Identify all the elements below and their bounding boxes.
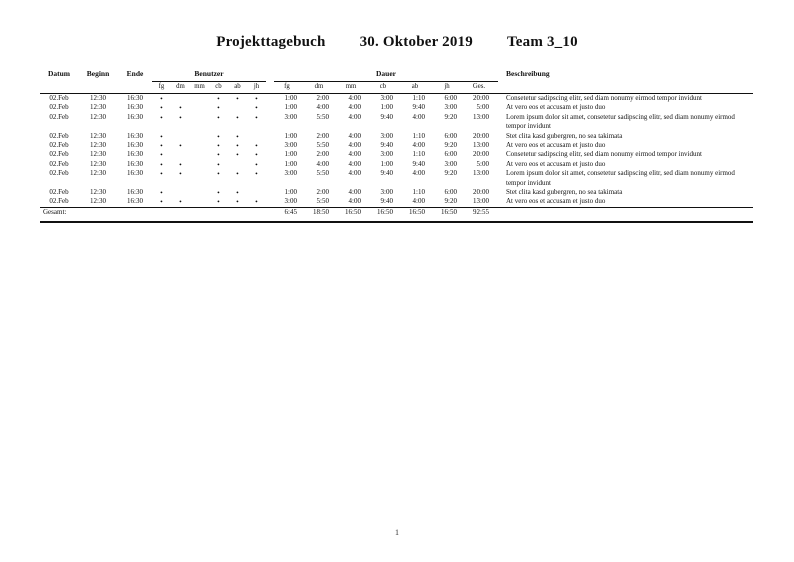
- cell-user-mark: [190, 132, 209, 141]
- cell-beginn: 12:30: [90, 94, 106, 102]
- column-spacer: [266, 207, 274, 222]
- cell-datum: 02.Feb: [49, 150, 69, 159]
- cell-beginn: 12:30: [90, 159, 106, 168]
- column-spacer: [266, 69, 274, 82]
- subheader-dauer-cb: cb: [370, 82, 402, 94]
- cell-beschreibung: Stet clita kasd gubergren, no sea takimata: [506, 188, 623, 197]
- cell-user-mark: •: [255, 94, 258, 103]
- cell-dauer: 4:00: [412, 112, 425, 121]
- cell-beschreibung: At vero eos et accusam et justo duo: [506, 197, 606, 206]
- cell-beschreibung: At vero eos et accusam et justo duo: [506, 159, 606, 168]
- cell-dauer: 1:00: [284, 188, 297, 197]
- cell-user-mark: [171, 132, 190, 141]
- cell-user-mark: •: [217, 188, 220, 198]
- total-dauer-cb: 16:50: [370, 207, 402, 222]
- cell-dauer: 1:00: [284, 131, 297, 140]
- cell-user-mark: •: [236, 112, 239, 122]
- cell-user-mark: •: [255, 169, 258, 179]
- cell-dauer: 2:00: [316, 131, 329, 140]
- subheader-user-ab: ab: [228, 82, 247, 94]
- cell-dauer: 4:00: [348, 112, 361, 121]
- cell-dauer: 4:00: [348, 141, 361, 150]
- cell-user-mark: •: [217, 197, 220, 207]
- cell-ende: 16:30: [127, 159, 143, 168]
- cell-user-mark: [190, 103, 209, 112]
- cell-user-mark: [171, 150, 190, 159]
- cell-dauer: 6:00: [444, 150, 457, 159]
- table-row: [40, 94, 753, 104]
- subheader-user-fg: fg: [152, 82, 171, 94]
- cell-dauer: 6:00: [444, 131, 457, 140]
- cell-ende: 16:30: [127, 141, 143, 150]
- cell-user-mark: [247, 188, 266, 197]
- title-date: 30. Oktober 2019: [359, 34, 473, 50]
- cell-dauer: 3:00: [284, 141, 297, 150]
- cell-dauer: 9:40: [412, 103, 425, 112]
- cell-beschreibung: Stet clita kasd gubergren, no sea takimata: [506, 131, 623, 140]
- total-dauer-ges: 92:55: [466, 207, 498, 222]
- header-dauer-group: Dauer: [274, 69, 498, 82]
- cell-datum: 02.Feb: [49, 112, 69, 121]
- cell-beschreibung: Lorem ipsum dolor sit amet, consetetur sadipscing elitr, sed diam nonumy eirmod tempor invidunt: [506, 112, 735, 131]
- cell-beginn: 12:30: [90, 103, 106, 112]
- cell-ende: 16:30: [127, 131, 143, 140]
- cell-dauer: 13:00: [473, 141, 489, 150]
- total-row: [40, 207, 753, 222]
- table-row: [40, 113, 753, 132]
- cell-dauer: 5:50: [316, 169, 329, 178]
- column-spacer: [266, 94, 274, 104]
- cell-datum: 02.Feb: [49, 188, 69, 197]
- cell-ende: 16:30: [127, 169, 143, 178]
- cell-user-mark: •: [179, 112, 182, 122]
- header-beschreibung: Beschreibung: [506, 69, 550, 78]
- cell-user-mark: •: [236, 131, 239, 141]
- cell-datum: 02.Feb: [49, 103, 69, 112]
- cell-ende: 16:30: [127, 197, 143, 206]
- cell-dauer: 5:50: [316, 197, 329, 206]
- cell-user-mark: [190, 150, 209, 159]
- cell-dauer: 2:00: [316, 188, 329, 197]
- cell-user-mark: [228, 103, 247, 112]
- cell-dauer: 3:00: [380, 188, 393, 197]
- cell-beginn: 12:30: [90, 188, 106, 197]
- cell-user-mark: [190, 197, 209, 207]
- cell-datum: 02.Feb: [49, 131, 69, 140]
- cell-beginn: 12:30: [90, 169, 106, 178]
- header-datum: Datum: [47, 69, 71, 78]
- total-label: Gesamt:: [40, 207, 152, 222]
- cell-dauer: 3:00: [380, 131, 393, 140]
- cell-beschreibung: Consetetur sadipscing elitr, sed diam nonumy eirmod tempor invidunt: [506, 150, 702, 159]
- cell-user-mark: •: [160, 150, 163, 160]
- cell-dauer: 13:00: [473, 112, 489, 121]
- table-body: [40, 94, 753, 208]
- cell-dauer: 13:00: [473, 169, 489, 178]
- cell-user-mark: •: [160, 197, 163, 207]
- table-row: [40, 169, 753, 188]
- cell-dauer: 4:00: [348, 94, 361, 102]
- cell-user-mark: •: [255, 159, 258, 169]
- table-row: [40, 150, 753, 159]
- cell-dauer: 9:40: [380, 141, 393, 150]
- project-diary-table: [40, 69, 753, 223]
- cell-dauer: 9:40: [380, 169, 393, 178]
- cell-dauer: 4:00: [348, 103, 361, 112]
- cell-user-mark: •: [179, 141, 182, 151]
- cell-user-mark: •: [160, 112, 163, 122]
- cell-dauer: 4:00: [412, 141, 425, 150]
- cell-beschreibung: At vero eos et accusam et justo duo: [506, 103, 606, 112]
- cell-beginn: 12:30: [90, 141, 106, 150]
- cell-dauer: 1:10: [412, 188, 425, 197]
- cell-dauer: 13:00: [473, 197, 489, 206]
- cell-beginn: 12:30: [90, 131, 106, 140]
- cell-dauer: 9:20: [444, 169, 457, 178]
- cell-user-mark: •: [217, 103, 220, 113]
- cell-user-mark: •: [160, 103, 163, 113]
- cell-user-mark: [247, 132, 266, 141]
- column-spacer: [266, 113, 274, 132]
- cell-user-mark: •: [179, 103, 182, 113]
- cell-user-mark: •: [236, 94, 239, 103]
- cell-dauer: 2:00: [316, 94, 329, 102]
- table-row: [40, 160, 753, 169]
- cell-user-mark: •: [160, 131, 163, 141]
- cell-dauer: 9:40: [380, 112, 393, 121]
- cell-datum: 02.Feb: [49, 94, 69, 102]
- column-spacer: [266, 82, 274, 94]
- subheader-user-mm: mm: [190, 82, 209, 94]
- column-spacer: [266, 188, 274, 197]
- cell-dauer: 20:00: [473, 131, 489, 140]
- column-spacer: [266, 103, 274, 112]
- cell-dauer: 1:00: [284, 94, 297, 102]
- cell-user-mark: •: [217, 169, 220, 179]
- total-dauer-dm: 18:50: [306, 207, 338, 222]
- cell-user-mark: •: [160, 94, 163, 103]
- total-dauer-mm: 16:50: [338, 207, 370, 222]
- subheader-dauer-jh: jh: [434, 82, 466, 94]
- cell-user-mark: [190, 160, 209, 169]
- cell-user-mark: •: [160, 159, 163, 169]
- cell-dauer: 1:10: [412, 150, 425, 159]
- cell-dauer: 1:10: [412, 94, 425, 102]
- cell-user-mark: •: [236, 141, 239, 151]
- cell-dauer: 4:00: [316, 159, 329, 168]
- column-spacer: [266, 150, 274, 159]
- cell-user-mark: •: [217, 141, 220, 151]
- column-spacer: [266, 160, 274, 169]
- cell-dauer: 5:00: [476, 159, 489, 168]
- table-row: [40, 141, 753, 150]
- cell-dauer: 9:20: [444, 197, 457, 206]
- table-header-sub-row: [40, 82, 753, 94]
- cell-user-mark: •: [179, 197, 182, 207]
- cell-beginn: 12:30: [90, 150, 106, 159]
- cell-dauer: 20:00: [473, 188, 489, 197]
- cell-user-mark: •: [255, 112, 258, 122]
- cell-dauer: 9:20: [444, 141, 457, 150]
- cell-dauer: 9:40: [412, 159, 425, 168]
- document-title: [0, 34, 794, 51]
- cell-user-mark: •: [217, 94, 220, 103]
- cell-user-mark: [228, 160, 247, 169]
- header-ende: Ende: [126, 69, 144, 78]
- subheader-dauer-ges: Ges.: [466, 82, 498, 94]
- cell-datum: 02.Feb: [49, 141, 69, 150]
- cell-dauer: 4:00: [412, 197, 425, 206]
- cell-user-mark: •: [217, 131, 220, 141]
- cell-user-mark: •: [236, 188, 239, 198]
- cell-user-mark: •: [236, 169, 239, 179]
- cell-user-mark: [190, 113, 209, 132]
- cell-user-mark: •: [236, 150, 239, 160]
- cell-user-mark: [190, 188, 209, 197]
- cell-dauer: 3:00: [444, 159, 457, 168]
- cell-dauer: 3:00: [284, 169, 297, 178]
- cell-dauer: 20:00: [473, 94, 489, 102]
- cell-dauer: 1:00: [284, 159, 297, 168]
- cell-dauer: 4:00: [348, 159, 361, 168]
- header-beginn: Beginn: [86, 69, 110, 78]
- cell-user-mark: •: [236, 197, 239, 207]
- header-benutzer-group: Benutzer: [152, 69, 266, 82]
- table-row: [40, 188, 753, 197]
- cell-user-mark: [171, 94, 190, 104]
- subheader-dauer-mm: mm: [338, 82, 370, 94]
- cell-dauer: 9:20: [444, 112, 457, 121]
- cell-dauer: 6:00: [444, 188, 457, 197]
- column-spacer: [266, 169, 274, 188]
- table-row: [40, 132, 753, 141]
- cell-dauer: 4:00: [348, 150, 361, 159]
- cell-dauer: 4:00: [348, 169, 361, 178]
- cell-user-mark: •: [217, 159, 220, 169]
- title-text: Projekttagebuch: [216, 34, 326, 50]
- cell-datum: 02.Feb: [49, 159, 69, 168]
- cell-user-mark: •: [255, 150, 258, 160]
- total-dauer-ab: 16:50: [402, 207, 434, 222]
- cell-beschreibung: Lorem ipsum dolor sit amet, consetetur sadipscing elitr, sed diam nonumy eirmod tempor invidunt: [506, 169, 735, 187]
- table-row: [40, 103, 753, 112]
- subheader-dauer-dm: dm: [306, 82, 338, 94]
- subheader-user-jh: jh: [247, 82, 266, 94]
- cell-dauer: 5:50: [316, 112, 329, 121]
- column-spacer: [266, 141, 274, 150]
- cell-dauer: 1:10: [412, 131, 425, 140]
- cell-dauer: 3:00: [444, 103, 457, 112]
- cell-dauer: 3:00: [380, 94, 393, 102]
- column-spacer: [266, 132, 274, 141]
- cell-dauer: 4:00: [348, 131, 361, 140]
- cell-user-mark: •: [160, 141, 163, 151]
- cell-beginn: 12:30: [90, 197, 106, 206]
- subheader-dauer-fg: fg: [274, 82, 306, 94]
- cell-dauer: 1:00: [380, 103, 393, 112]
- table-row: [40, 197, 753, 207]
- cell-user-mark: •: [160, 188, 163, 198]
- total-dauer-jh: 16:50: [434, 207, 466, 222]
- column-spacer: [266, 197, 274, 207]
- cell-beginn: 12:30: [90, 112, 106, 121]
- cell-dauer: 3:00: [380, 150, 393, 159]
- cell-dauer: 3:00: [284, 112, 297, 121]
- cell-datum: 02.Feb: [49, 197, 69, 206]
- cell-user-mark: [190, 169, 209, 188]
- cell-dauer: 5:50: [316, 141, 329, 150]
- cell-user-mark: •: [255, 197, 258, 207]
- subheader-user-cb: cb: [209, 82, 228, 94]
- cell-user-mark: •: [255, 103, 258, 113]
- cell-user-mark: •: [217, 112, 220, 122]
- cell-user-mark: •: [160, 169, 163, 179]
- cell-dauer: 1:00: [284, 103, 297, 112]
- table-header-group-row: [40, 69, 753, 82]
- cell-dauer: 5:00: [476, 103, 489, 112]
- cell-dauer: 3:00: [284, 197, 297, 206]
- cell-user-mark: •: [217, 150, 220, 160]
- cell-dauer: 6:00: [444, 94, 457, 102]
- cell-ende: 16:30: [127, 103, 143, 112]
- cell-user-mark: [190, 141, 209, 150]
- cell-dauer: 1:00: [284, 150, 297, 159]
- cell-dauer: 4:00: [348, 188, 361, 197]
- cell-ende: 16:30: [127, 112, 143, 121]
- cell-user-mark: •: [179, 159, 182, 169]
- subheader-user-dm: dm: [171, 82, 190, 94]
- cell-beschreibung: At vero eos et accusam et justo duo: [506, 141, 606, 150]
- cell-dauer: 1:00: [380, 159, 393, 168]
- cell-user-mark: •: [255, 141, 258, 151]
- cell-user-mark: •: [179, 169, 182, 179]
- cell-datum: 02.Feb: [49, 169, 69, 178]
- cell-dauer: 9:40: [380, 197, 393, 206]
- cell-user-mark: [171, 188, 190, 197]
- cell-dauer: 2:00: [316, 150, 329, 159]
- cell-dauer: 4:00: [412, 169, 425, 178]
- cell-beschreibung: Consetetur sadipscing elitr, sed diam nonumy eirmod tempor invidunt: [506, 94, 702, 102]
- cell-ende: 16:30: [127, 188, 143, 197]
- cell-dauer: 4:00: [316, 103, 329, 112]
- total-dauer-fg: 6:45: [274, 207, 306, 222]
- cell-user-mark: [190, 94, 209, 104]
- cell-dauer: 20:00: [473, 150, 489, 159]
- cell-ende: 16:30: [127, 150, 143, 159]
- title-team: Team 3_10: [506, 34, 578, 50]
- cell-dauer: 4:00: [348, 197, 361, 206]
- page-number: 1: [395, 528, 399, 537]
- subheader-dauer-ab: ab: [402, 82, 434, 94]
- cell-ende: 16:30: [127, 94, 143, 102]
